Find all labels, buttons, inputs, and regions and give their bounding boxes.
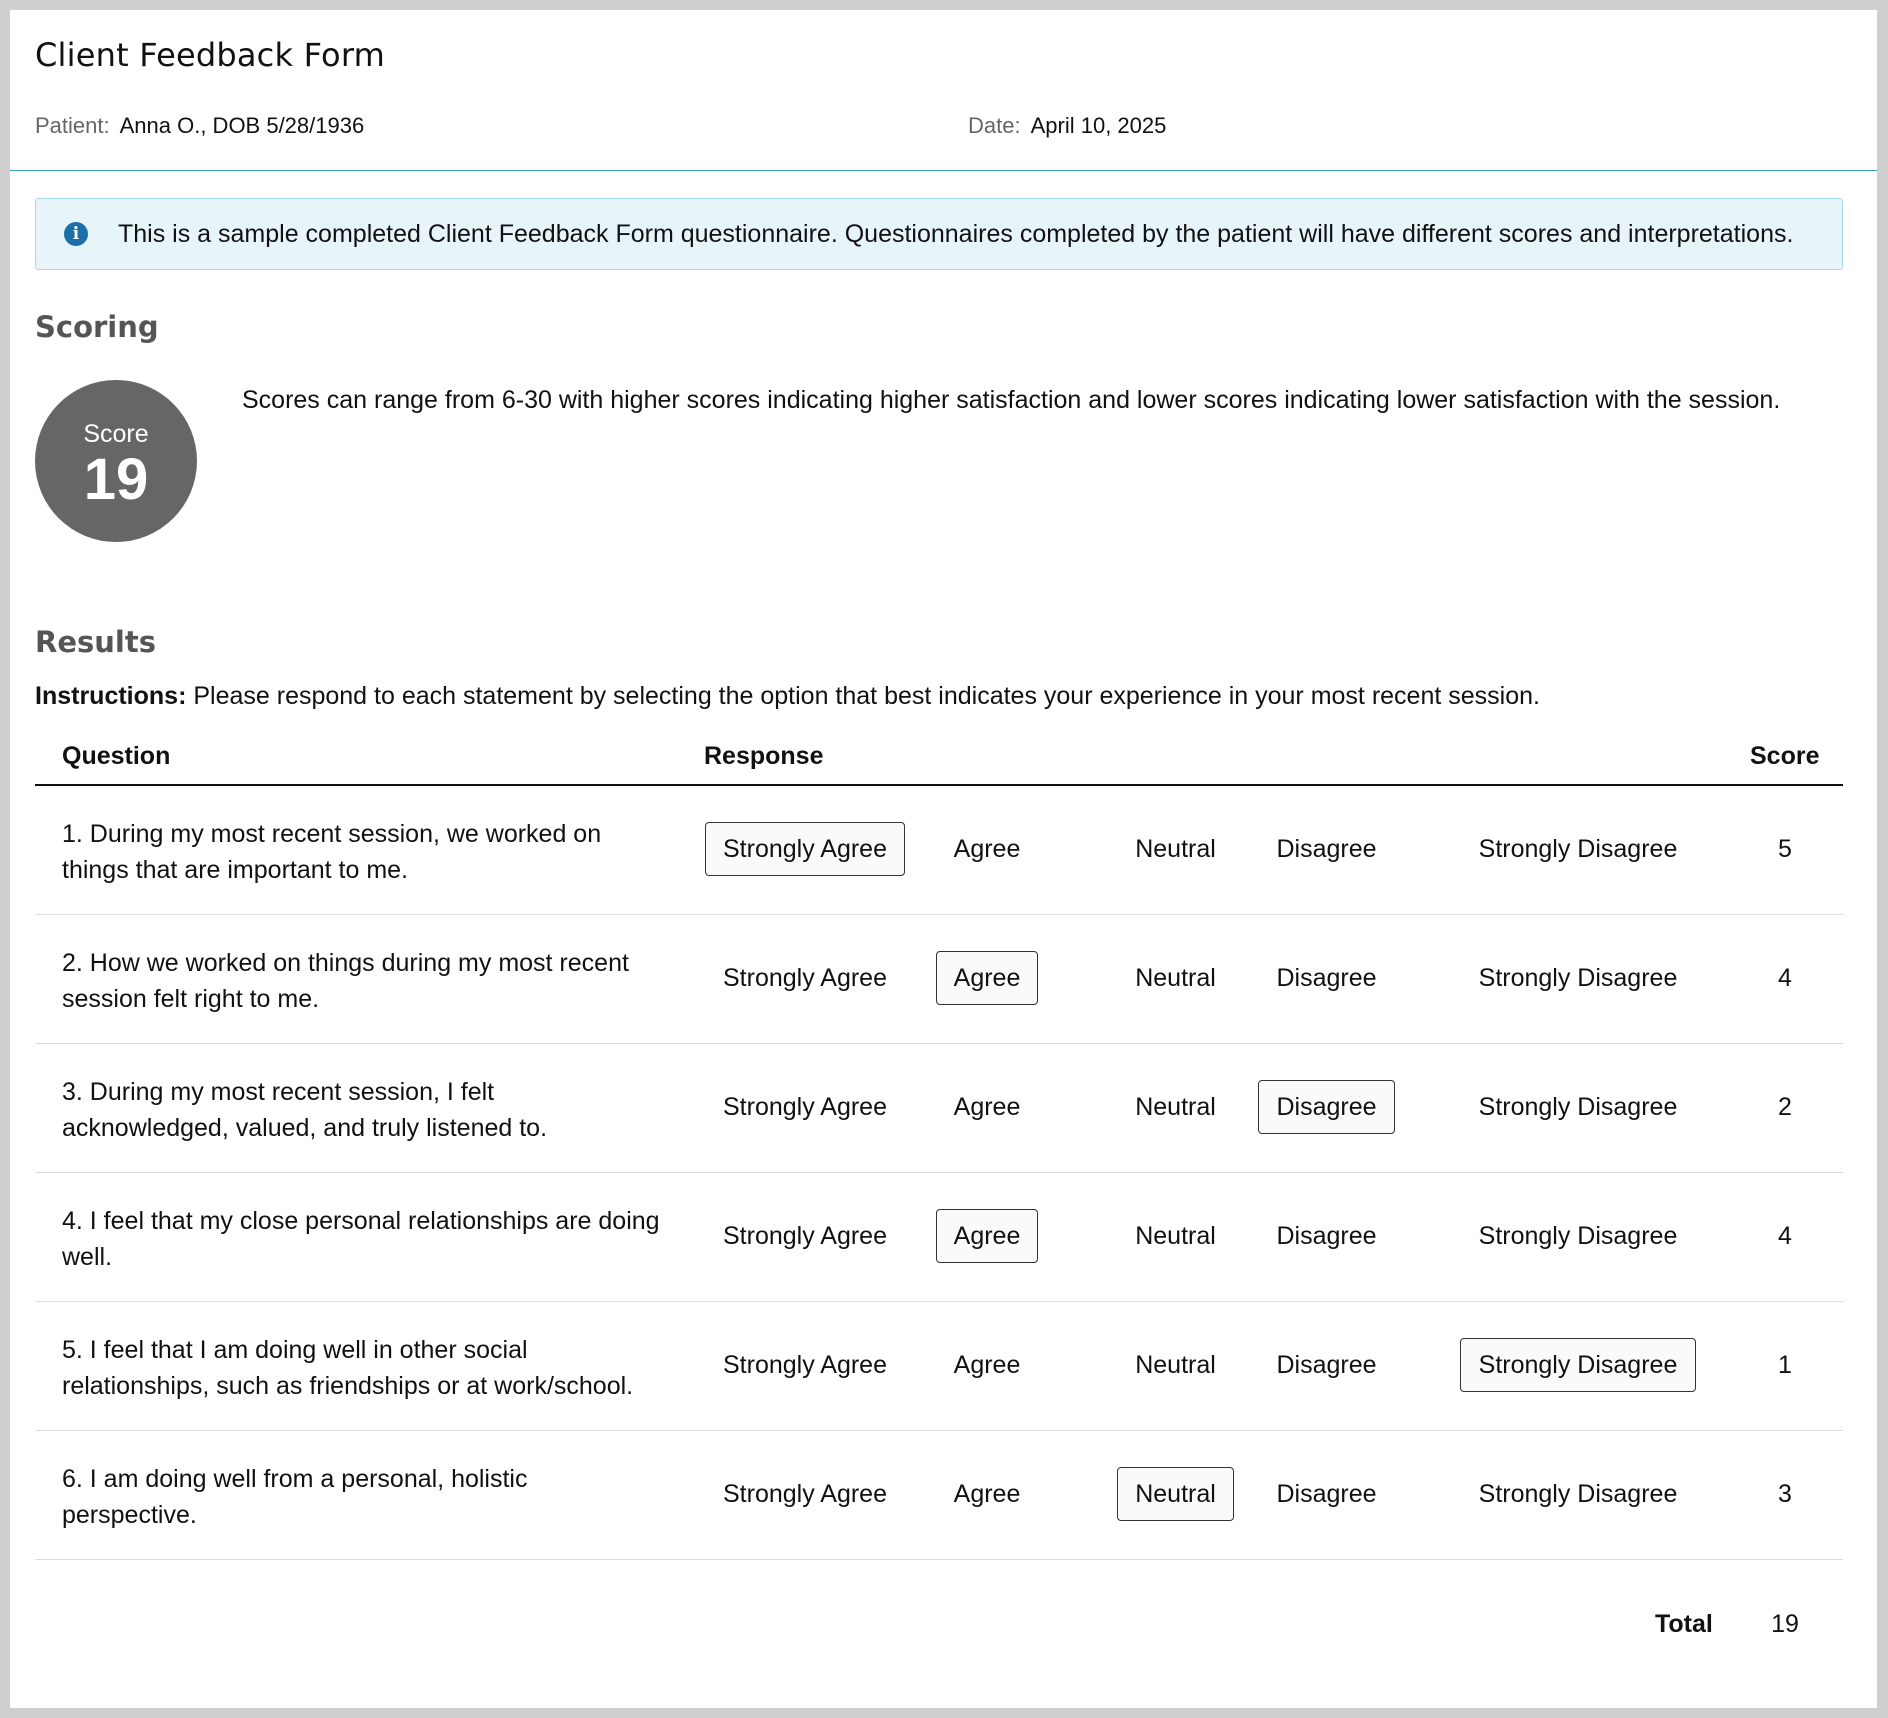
- response-option-disagree[interactable]: Disagree: [1276, 963, 1377, 992]
- response-option-neutral[interactable]: Neutral: [1135, 1092, 1216, 1121]
- response-option-agree[interactable]: Agree: [953, 834, 1021, 863]
- question-text: 4. I feel that my close personal relationships are doing well.: [62, 1207, 660, 1271]
- table-row: [35, 915, 1843, 1044]
- table-row: [35, 786, 1843, 915]
- table-row: [35, 1044, 1843, 1173]
- patient-info: [35, 113, 364, 139]
- response-option-agree[interactable]: Agree: [953, 1092, 1021, 1121]
- instructions-label: Instructions:: [35, 682, 187, 710]
- patient-value: Anna O., DOB 5/28/1936: [119, 113, 365, 138]
- column-header-response: Response: [704, 742, 824, 770]
- response-option-agree[interactable]: Agree: [936, 951, 1038, 1005]
- response-option-disagree[interactable]: Disagree: [1276, 1350, 1377, 1379]
- column-header-question: Question: [62, 742, 171, 770]
- total-value: 19: [1771, 1610, 1799, 1638]
- response-option-agree[interactable]: Agree: [936, 1209, 1038, 1263]
- score-badge-value: 19: [83, 447, 149, 512]
- score-description: Scores can range from 6-30 with higher scores indicating higher satisfaction and lower scores indicating lower satisfaction with the session.: [242, 386, 1781, 414]
- response-option-strongly-disagree[interactable]: Strongly Disagree: [1460, 1338, 1696, 1392]
- row-score: 1: [1778, 1351, 1792, 1379]
- table-row: [35, 1173, 1843, 1302]
- table-header: [35, 730, 1843, 786]
- date-label: Date:: [968, 113, 1021, 138]
- table-row: [35, 1302, 1843, 1431]
- response-option-agree[interactable]: Agree: [953, 1479, 1021, 1508]
- info-text: This is a sample completed Client Feedback Form questionnaire. Questionnaires completed by the patient will have different scores and interpretations.: [118, 219, 1794, 248]
- response-option-neutral[interactable]: Neutral: [1135, 834, 1216, 863]
- row-score: 4: [1778, 964, 1792, 992]
- row-score: 5: [1778, 835, 1792, 863]
- results-heading: Results: [35, 625, 156, 659]
- response-option-strongly-disagree[interactable]: Strongly Disagree: [1478, 1221, 1678, 1250]
- response-option-strongly-agree[interactable]: Strongly Agree: [723, 1479, 887, 1508]
- response-option-disagree[interactable]: Disagree: [1276, 1221, 1377, 1250]
- response-option-strongly-agree[interactable]: Strongly Agree: [723, 1092, 887, 1121]
- score-badge: [35, 380, 197, 542]
- table-row: [35, 1431, 1843, 1560]
- response-option-disagree[interactable]: Disagree: [1276, 834, 1377, 863]
- response-option-strongly-disagree[interactable]: Strongly Disagree: [1478, 1092, 1678, 1121]
- row-score: 3: [1778, 1480, 1792, 1508]
- response-option-strongly-agree[interactable]: Strongly Agree: [723, 1221, 887, 1250]
- question-text: 1. During my most recent session, we worked on things that are important to me.: [62, 820, 602, 884]
- info-banner: [35, 198, 1843, 270]
- date-value: April 10, 2025: [1030, 113, 1167, 138]
- total-row: [35, 1560, 1843, 1660]
- response-option-strongly-disagree[interactable]: Strongly Disagree: [1478, 834, 1678, 863]
- response-option-agree[interactable]: Agree: [953, 1350, 1021, 1379]
- question-text: 3. During my most recent session, I felt acknowledged, valued, and truly listened to.: [62, 1078, 548, 1142]
- table-body: [35, 786, 1843, 1560]
- scoring-heading: Scoring: [35, 310, 159, 344]
- question-text: 2. How we worked on things during my most recent session felt right to me.: [62, 949, 629, 1013]
- column-header-score: Score: [1750, 742, 1820, 770]
- response-option-neutral[interactable]: Neutral: [1135, 1221, 1216, 1250]
- date-info: [968, 113, 1166, 139]
- response-option-strongly-disagree[interactable]: Strongly Disagree: [1478, 1479, 1678, 1508]
- response-option-disagree[interactable]: Disagree: [1276, 1479, 1377, 1508]
- page-title: Client Feedback Form: [35, 36, 385, 74]
- form-page: [10, 10, 1877, 1708]
- results-table: [35, 730, 1843, 1660]
- total-label: Total: [1655, 1610, 1713, 1638]
- response-option-neutral[interactable]: Neutral: [1117, 1467, 1234, 1521]
- response-option-strongly-agree[interactable]: Strongly Agree: [723, 1350, 887, 1379]
- patient-label: Patient:: [35, 113, 110, 138]
- response-option-strongly-agree[interactable]: Strongly Agree: [705, 822, 905, 876]
- info-icon: i: [64, 222, 88, 246]
- score-badge-label: Score: [83, 420, 149, 448]
- response-option-neutral[interactable]: Neutral: [1135, 1350, 1216, 1379]
- response-option-neutral[interactable]: Neutral: [1135, 963, 1216, 992]
- form-header: [10, 10, 1877, 171]
- response-option-strongly-disagree[interactable]: Strongly Disagree: [1478, 963, 1678, 992]
- instructions: [35, 682, 1540, 711]
- question-text: 5. I feel that I am doing well in other social relationships, such as friendships or at work/school.: [62, 1336, 634, 1400]
- row-score: 2: [1778, 1093, 1792, 1121]
- response-option-strongly-agree[interactable]: Strongly Agree: [723, 963, 887, 992]
- response-option-disagree[interactable]: Disagree: [1258, 1080, 1395, 1134]
- row-score: 4: [1778, 1222, 1792, 1250]
- question-text: 6. I am doing well from a personal, holistic perspective.: [62, 1465, 528, 1529]
- instructions-text: Please respond to each statement by selecting the option that best indicates your experience in your most recent session.: [186, 682, 1540, 710]
